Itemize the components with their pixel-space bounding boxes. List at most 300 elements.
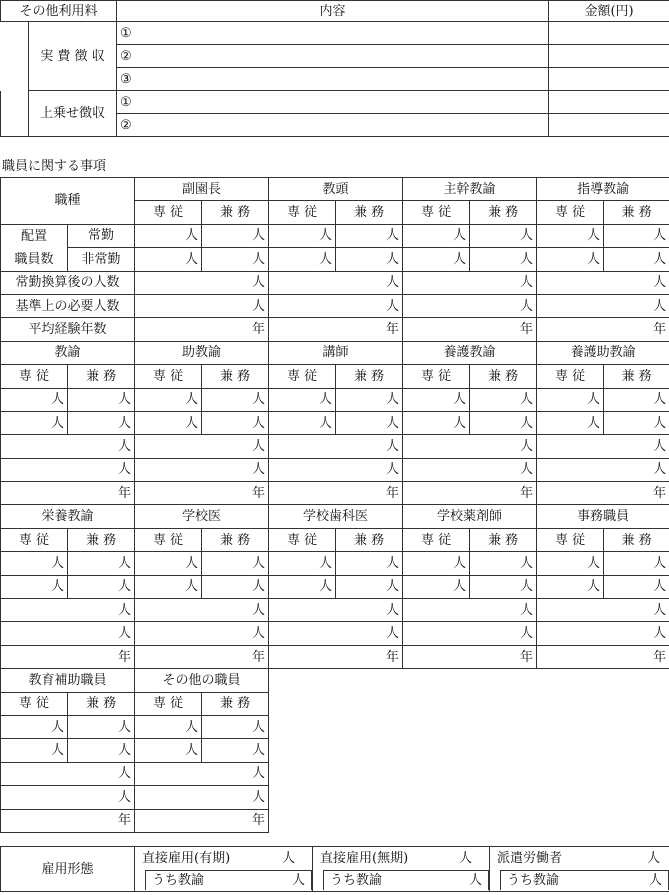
count-cell[interactable] [1, 552, 68, 575]
fees-table [0, 0, 669, 137]
unit-year: 年 [520, 322, 534, 338]
unit-person: 人 [252, 438, 266, 454]
count-cell[interactable] [68, 575, 135, 598]
years-cell[interactable] [537, 645, 669, 668]
unit-person: 人 [185, 555, 199, 571]
fees-item-3: ③ [117, 68, 549, 91]
count-cell[interactable] [537, 435, 669, 458]
count-cell [269, 248, 336, 271]
unit-person: 人 [386, 602, 400, 618]
concurrent-header: 兼 務 [336, 528, 403, 551]
unit-person: 人 [252, 766, 266, 782]
count-cell[interactable] [135, 599, 269, 622]
count-cell[interactable] [403, 411, 470, 434]
required-label: 基準上の必要人数 [1, 294, 135, 317]
unit-person: 人 [252, 579, 266, 595]
years-cell[interactable] [1, 645, 135, 668]
count-cell [269, 224, 336, 247]
concurrent-header: 兼 務 [202, 528, 269, 551]
unit-person: 人 [653, 555, 667, 571]
count-cell [202, 248, 269, 271]
fees-indent [1, 22, 29, 91]
unit-person: 人 [118, 392, 132, 408]
fees-item-1: ① [117, 22, 549, 45]
dedicated-header: 専 従 [269, 528, 336, 551]
count-cell[interactable] [1, 575, 68, 598]
count-cell[interactable] [135, 552, 202, 575]
unit-person: 人 [252, 555, 266, 571]
job-name: 養護教諭 [403, 341, 537, 364]
job-name: 教諭 [1, 341, 135, 364]
dedicated-header: 専 従 [403, 365, 470, 388]
count-cell [604, 224, 669, 247]
count-cell[interactable] [135, 435, 269, 458]
unit-year: 年 [520, 485, 534, 501]
job-name: その他の職員 [135, 669, 269, 692]
unit-person: 人 [386, 626, 400, 642]
years-cell [537, 318, 669, 341]
employment-type: 直接雇用(有期) 人 [135, 847, 313, 870]
count-cell[interactable] [135, 762, 269, 785]
unit-person: 人 [252, 462, 266, 478]
teacher-sub-cell[interactable]: うち教諭 人 [135, 869, 313, 892]
unit-person: 人 [386, 579, 400, 595]
unit-person: 人 [520, 555, 534, 571]
count-cell[interactable] [470, 411, 537, 434]
count-cell[interactable] [1, 599, 135, 622]
unit-person: 人 [319, 251, 333, 267]
concurrent-header: 兼 務 [336, 365, 403, 388]
unit-person: 人 [653, 438, 667, 454]
count-cell[interactable] [68, 552, 135, 575]
unit-person: 人 [587, 415, 601, 431]
count-cell[interactable] [202, 411, 269, 434]
unit-person: 人 [252, 719, 266, 735]
unit-person: 人 [118, 555, 132, 571]
count-cell [403, 294, 537, 317]
count-cell[interactable] [269, 435, 403, 458]
unit-person: 人 [520, 438, 534, 454]
concurrent-header: 兼 務 [604, 201, 669, 224]
job-name: 講師 [269, 341, 403, 364]
count-cell[interactable] [470, 388, 537, 411]
dedicated-header: 専 従 [537, 528, 604, 551]
years-cell [135, 318, 269, 341]
unit-person: 人 [587, 228, 601, 244]
unit-person: 人 [386, 275, 400, 291]
unit-person: 人 [252, 743, 266, 759]
count-cell[interactable] [1, 458, 135, 481]
concurrent-header: 兼 務 [202, 365, 269, 388]
count-cell[interactable] [202, 575, 269, 598]
years-cell[interactable] [403, 645, 537, 668]
years-cell[interactable] [135, 482, 269, 505]
concurrent-header: 兼 務 [202, 692, 269, 715]
job-name: 教育補助職員 [1, 669, 135, 692]
unit-person: 人 [386, 555, 400, 571]
count-cell[interactable] [470, 552, 537, 575]
employment-type: 直接雇用(無期) 人 [313, 847, 490, 870]
unit-person: 人 [252, 275, 266, 291]
concurrent-header: 兼 務 [604, 528, 669, 551]
job-name: 教頭 [269, 178, 403, 201]
count-cell[interactable] [336, 411, 403, 434]
count-cell[interactable] [403, 435, 537, 458]
fees-amount-2[interactable] [549, 45, 669, 68]
years-cell[interactable] [135, 645, 269, 668]
concurrent-header: 兼 務 [68, 528, 135, 551]
count-cell[interactable] [537, 622, 669, 645]
count-cell [470, 248, 537, 271]
count-cell[interactable] [403, 599, 537, 622]
job-name: 事務職員 [537, 505, 669, 528]
years-cell[interactable] [1, 809, 135, 832]
unit-year: 年 [252, 813, 266, 829]
unit-person: 人 [520, 228, 534, 244]
years-cell[interactable] [1, 482, 135, 505]
count-cell[interactable] [336, 552, 403, 575]
concurrent-header: 兼 務 [470, 201, 537, 224]
count-cell[interactable] [135, 786, 269, 809]
unit-person: 人 [252, 626, 266, 642]
fees-indent [1, 91, 29, 137]
job-name: 学校歯科医 [269, 505, 403, 528]
count-cell[interactable] [202, 388, 269, 411]
unit-person: 人 [50, 555, 64, 571]
years-cell[interactable] [537, 482, 669, 505]
unit-person: 人 [50, 743, 64, 759]
count-cell [135, 224, 202, 247]
fees-item-4: ① [117, 91, 549, 114]
job-type-label: 職種 [1, 178, 135, 225]
unit-person: 人 [185, 251, 199, 267]
count-cell[interactable] [202, 715, 269, 738]
count-cell[interactable] [269, 411, 336, 434]
unit-person: 人 [319, 555, 333, 571]
unit-year: 年 [118, 813, 132, 829]
concurrent-header: 兼 務 [336, 201, 403, 224]
count-cell[interactable] [68, 739, 135, 762]
unit-person: 人 [520, 275, 534, 291]
unit-person: 人 [653, 579, 667, 595]
fees-group-label: 上乗せ徴収 [29, 91, 117, 137]
unit-person: 人 [118, 743, 132, 759]
blank-area [269, 669, 669, 833]
count-cell [403, 248, 470, 271]
count-cell[interactable] [135, 388, 202, 411]
dedicated-header: 専 従 [269, 365, 336, 388]
fees-group-label: 実 費 徴 収 [29, 22, 117, 91]
dedicated-header: 専 従 [1, 692, 68, 715]
count-cell[interactable] [537, 575, 604, 598]
count-cell[interactable] [1, 786, 135, 809]
count-cell[interactable] [403, 388, 470, 411]
count-cell[interactable] [1, 435, 135, 458]
count-cell [537, 248, 604, 271]
count-cell [403, 271, 537, 294]
dedicated-header: 専 従 [537, 201, 604, 224]
count-cell[interactable] [336, 575, 403, 598]
years-cell[interactable] [269, 645, 403, 668]
count-cell[interactable] [604, 552, 669, 575]
unit-person: 人 [453, 251, 467, 267]
count-cell [135, 294, 269, 317]
concurrent-header: 兼 務 [604, 365, 669, 388]
dedicated-header: 専 従 [135, 365, 202, 388]
count-cell[interactable] [68, 715, 135, 738]
fees-amount-5[interactable] [549, 114, 669, 137]
unit-person: 人 [587, 555, 601, 571]
unit-person: 人 [653, 298, 667, 314]
job-name: 養護助教諭 [537, 341, 669, 364]
count-cell[interactable] [1, 388, 68, 411]
unit-person: 人 [453, 392, 467, 408]
unit-person: 人 [386, 415, 400, 431]
count-cell[interactable] [269, 388, 336, 411]
fees-item-5: ② [117, 114, 549, 137]
teacher-sub-cell[interactable]: うち教諭 人 [313, 869, 490, 892]
count-cell[interactable] [537, 552, 604, 575]
count-cell [537, 271, 669, 294]
unit-person: 人 [118, 579, 132, 595]
unit-person: 人 [587, 392, 601, 408]
unit-person: 人 [118, 766, 132, 782]
dedicated-header: 専 従 [1, 528, 68, 551]
employment-table [0, 846, 669, 892]
job-name: 指導教諭 [537, 178, 669, 201]
job-name: 助教諭 [135, 341, 269, 364]
count-cell [470, 224, 537, 247]
count-cell [202, 224, 269, 247]
job-name: 主幹教諭 [403, 178, 537, 201]
fees-amount-3[interactable] [549, 68, 669, 91]
unit-year: 年 [653, 322, 667, 338]
staff-heading: 職員に関する事項 [2, 159, 107, 174]
unit-person: 人 [386, 251, 400, 267]
fees-item-2: ② [117, 45, 549, 68]
years-cell[interactable] [269, 482, 403, 505]
job-name: 学校医 [135, 505, 269, 528]
unit-person: 人 [453, 415, 467, 431]
unit-year: 年 [252, 649, 266, 665]
unit-person: 人 [520, 298, 534, 314]
fees-amount-1[interactable] [549, 22, 669, 45]
fees-content-header: 内容 [117, 1, 549, 22]
count-cell[interactable] [135, 575, 202, 598]
years-cell [269, 318, 403, 341]
count-cell[interactable] [269, 458, 403, 481]
unit-person: 人 [520, 392, 534, 408]
unit-person: 人 [50, 392, 64, 408]
unit-person: 人 [520, 462, 534, 478]
unit-person: 人 [653, 275, 667, 291]
count-cell[interactable] [68, 388, 135, 411]
unit-person: 人 [386, 392, 400, 408]
count-cell [269, 294, 403, 317]
years-cell[interactable] [403, 482, 537, 505]
fees-amount-header: 金額(円) [549, 1, 669, 22]
unit-person: 人 [319, 415, 333, 431]
count-cell[interactable] [537, 599, 669, 622]
unit-person: 人 [653, 415, 667, 431]
count-cell[interactable] [336, 388, 403, 411]
fulltime-label: 常勤 [68, 224, 135, 247]
count-cell[interactable] [403, 458, 537, 481]
unit-person: 人 [252, 392, 266, 408]
unit-person: 人 [252, 228, 266, 244]
count-cell[interactable] [604, 388, 669, 411]
count-cell[interactable] [269, 599, 403, 622]
unit-person: 人 [453, 555, 467, 571]
count-cell[interactable] [537, 388, 604, 411]
count-cell[interactable] [68, 411, 135, 434]
unit-person: 人 [520, 602, 534, 618]
dedicated-header: 専 従 [135, 692, 202, 715]
unit-person: 人 [118, 438, 132, 454]
unit-person: 人 [653, 228, 667, 244]
unit-person: 人 [252, 251, 266, 267]
unit-person: 人 [386, 462, 400, 478]
unit-year: 年 [520, 649, 534, 665]
count-cell[interactable] [470, 575, 537, 598]
unit-person: 人 [653, 251, 667, 267]
count-cell [135, 248, 202, 271]
years-cell [403, 318, 537, 341]
count-cell[interactable] [1, 411, 68, 434]
count-cell[interactable] [403, 552, 470, 575]
count-cell[interactable] [135, 458, 269, 481]
dedicated-header: 専 従 [135, 201, 202, 224]
years-cell[interactable] [135, 809, 269, 832]
count-cell [403, 224, 470, 247]
unit-person: 人 [118, 602, 132, 618]
count-cell[interactable] [135, 622, 269, 645]
unit-year: 年 [252, 485, 266, 501]
unit-person: 人 [118, 462, 132, 478]
unit-person: 人 [185, 743, 199, 759]
converted-label: 常勤換算後の人数 [1, 271, 135, 294]
unit-person: 人 [50, 579, 64, 595]
unit-person: 人 [252, 602, 266, 618]
parttime-label: 非常勤 [68, 248, 135, 271]
unit-year: 年 [118, 649, 132, 665]
dedicated-header: 専 従 [1, 365, 68, 388]
concurrent-header: 兼 務 [68, 692, 135, 715]
unit-year: 年 [386, 649, 400, 665]
count-cell[interactable] [135, 715, 202, 738]
unit-year: 年 [653, 485, 667, 501]
count-cell [537, 224, 604, 247]
unit-person: 人 [252, 789, 266, 805]
experience-label: 平均経験年数 [1, 318, 135, 341]
count-cell [537, 294, 669, 317]
concurrent-header: 兼 務 [470, 365, 537, 388]
count-cell[interactable] [269, 622, 403, 645]
concurrent-header: 兼 務 [68, 365, 135, 388]
unit-person: 人 [50, 415, 64, 431]
unit-person: 人 [185, 415, 199, 431]
count-cell [336, 248, 403, 271]
unit-year: 年 [252, 322, 266, 338]
unit-person: 人 [118, 789, 132, 805]
count-cell[interactable] [135, 739, 202, 762]
unit-person: 人 [520, 579, 534, 595]
count-cell[interactable] [403, 622, 537, 645]
unit-person: 人 [520, 251, 534, 267]
employment-label: 雇用形態 [1, 847, 135, 892]
count-cell[interactable] [269, 552, 336, 575]
count-cell[interactable] [537, 458, 669, 481]
employment-type: 派遣労働者 人 [490, 847, 669, 870]
count-cell[interactable] [1, 739, 68, 762]
unit-person: 人 [653, 602, 667, 618]
count-cell[interactable] [604, 411, 669, 434]
unit-person: 人 [185, 392, 199, 408]
count-cell[interactable] [202, 552, 269, 575]
unit-year: 年 [118, 485, 132, 501]
unit-person: 人 [520, 415, 534, 431]
count-cell[interactable] [1, 762, 135, 785]
job-name: 副園長 [135, 178, 269, 201]
placement-label: 職員数 [1, 248, 68, 271]
dedicated-header: 専 従 [537, 365, 604, 388]
unit-person: 人 [185, 719, 199, 735]
count-cell[interactable] [1, 715, 68, 738]
unit-person: 人 [587, 579, 601, 595]
count-cell[interactable] [269, 575, 336, 598]
unit-year: 年 [386, 485, 400, 501]
unit-year: 年 [386, 322, 400, 338]
count-cell[interactable] [604, 575, 669, 598]
teacher-sub-cell[interactable]: うち教諭 人 [490, 869, 669, 892]
job-name: 栄養教諭 [1, 505, 135, 528]
unit-person: 人 [252, 415, 266, 431]
dedicated-header: 専 従 [269, 201, 336, 224]
unit-person: 人 [386, 228, 400, 244]
count-cell[interactable] [202, 739, 269, 762]
unit-person: 人 [520, 626, 534, 642]
count-cell[interactable] [537, 411, 604, 434]
unit-person: 人 [386, 438, 400, 454]
count-cell[interactable] [1, 622, 135, 645]
unit-person: 人 [185, 579, 199, 595]
unit-person: 人 [50, 719, 64, 735]
unit-person: 人 [587, 251, 601, 267]
placement-label: 配置 [1, 224, 68, 247]
unit-year: 年 [653, 649, 667, 665]
unit-person: 人 [319, 579, 333, 595]
unit-person: 人 [653, 626, 667, 642]
fees-amount-4[interactable] [549, 91, 669, 114]
unit-person: 人 [453, 579, 467, 595]
count-cell [604, 248, 669, 271]
unit-person: 人 [653, 462, 667, 478]
count-cell [135, 271, 269, 294]
unit-person: 人 [453, 228, 467, 244]
dedicated-header: 専 従 [403, 201, 470, 224]
fees-category-header: その他利用料 [1, 1, 117, 22]
count-cell [336, 224, 403, 247]
unit-person: 人 [386, 298, 400, 314]
unit-person: 人 [185, 228, 199, 244]
unit-person: 人 [118, 719, 132, 735]
job-name: 学校薬剤師 [403, 505, 537, 528]
count-cell[interactable] [135, 411, 202, 434]
dedicated-header: 専 従 [135, 528, 202, 551]
count-cell[interactable] [403, 575, 470, 598]
unit-person: 人 [252, 298, 266, 314]
unit-person: 人 [319, 392, 333, 408]
